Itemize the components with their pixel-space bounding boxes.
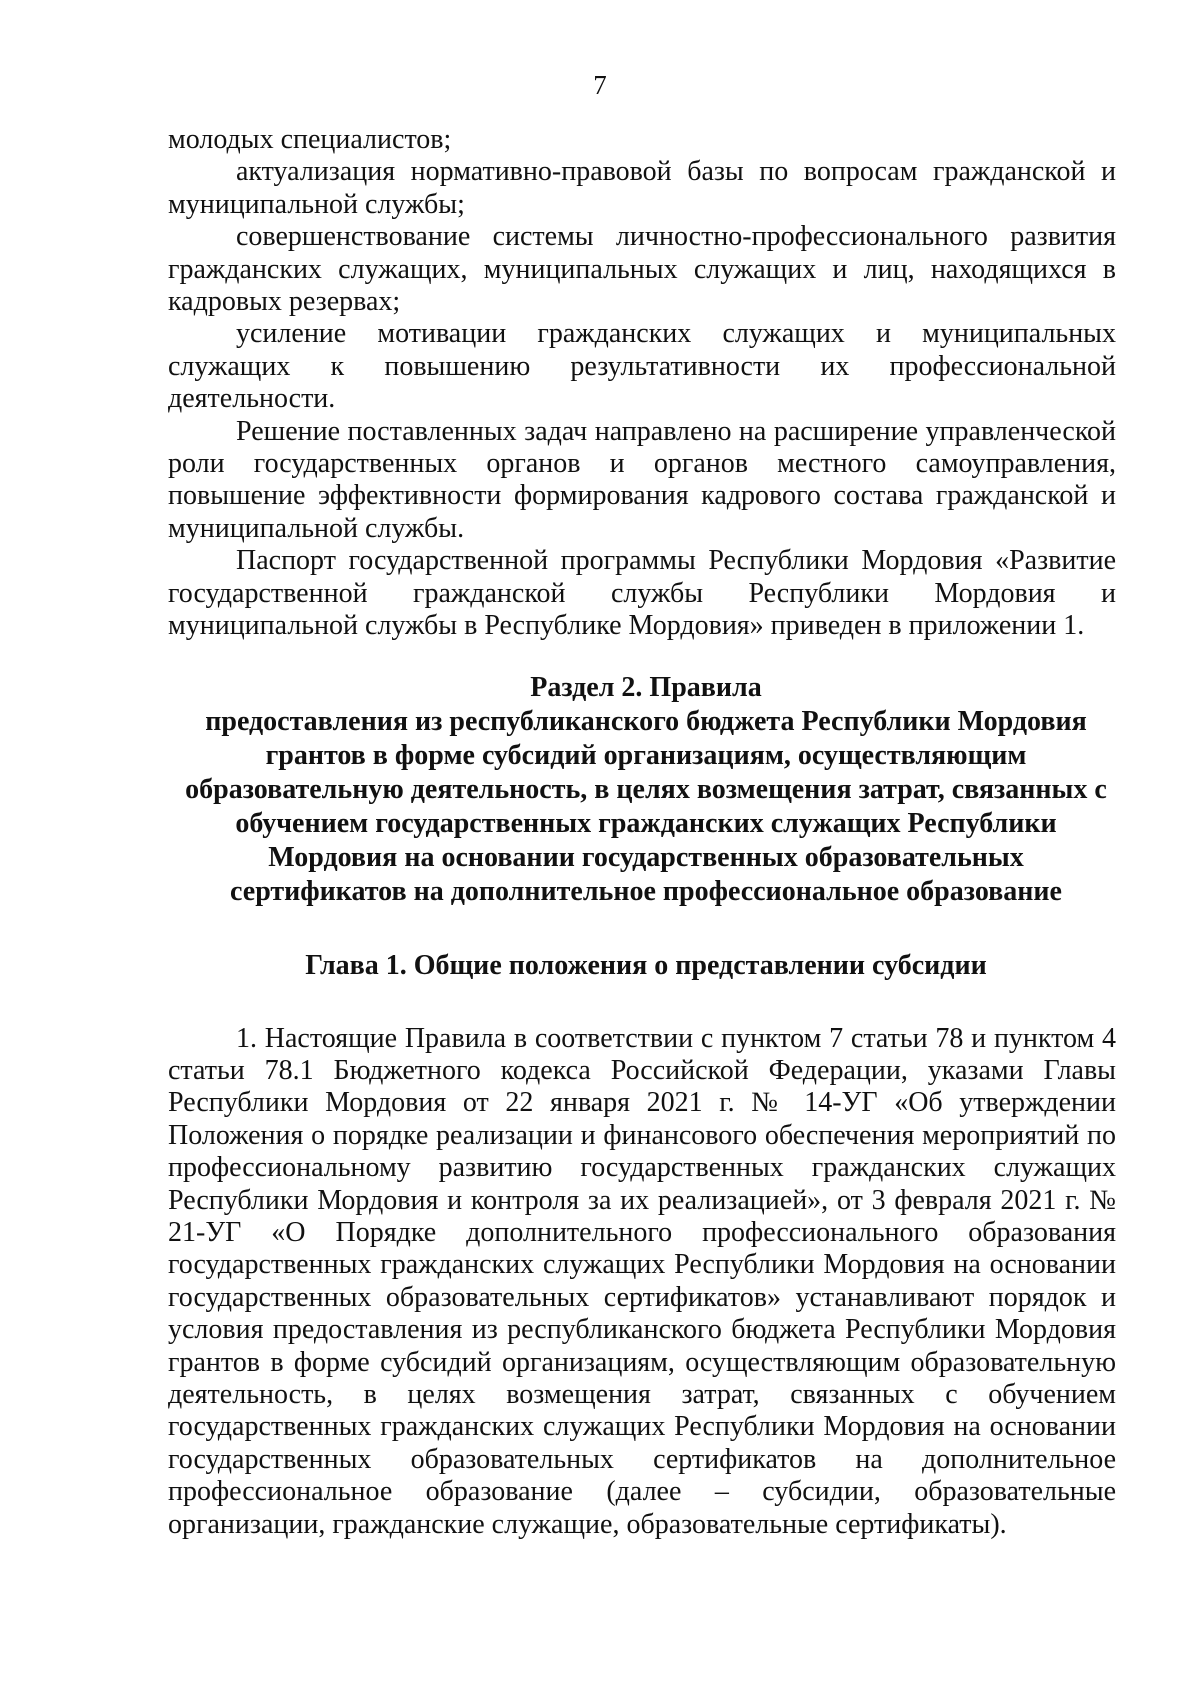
section-heading-line: предоставления из республиканского бюджета Республики Мордовия bbox=[205, 705, 1087, 737]
section-heading-line: образовательную деятельность, в целях возмещения затрат, связанных с bbox=[185, 773, 1107, 805]
section-heading-line: Мордовия на основании государственных образовательных bbox=[268, 841, 1024, 873]
section-heading bbox=[168, 671, 1116, 909]
paragraph-regulatory-update: актуализация нормативно-правовой базы по вопросам гражданской и муниципальной службы; bbox=[168, 156, 1116, 220]
document-body bbox=[168, 124, 1116, 1541]
chapter-heading: Глава 1. Общие положения о представлении субсидии bbox=[305, 949, 987, 981]
section-heading-line: обучением государственных гражданских служащих Республики bbox=[235, 807, 1057, 839]
paragraph-clause-1: 1. Настоящие Правила в соответствии с пунктом 7 статьи 78 и пунктом 4 статьи 78.1 Бюджетного кодекса Российской Федерации, указами Главы Республики Мордовия от 22 января 2021 г. № 14-УГ «Об утверждении Положения о порядке реализации и финансового обеспечения мероприятий по профессиональному развитию государственных гражданских служащих Республики Мордовия и контроля за их реализацией», от 3 февраля 2021 г. № 21-УГ «О Порядке дополнительного профессионального образования государственных гражданских служащих Республики Мордовия на основании государственных образовательных сертификатов» устанавливают порядок и условия предоставления из республиканского бюджета Республики Мордовия грантов в форме субсидий организациям, осуществляющим образовательную деятельность, в целях возмещения затрат, связанных с обучением государственных гражданских служащих Республики Мордовия на основании государственных образовательных сертификатов на дополнительное профессиональное образование (далее – субсидии, образовательные организации, гражданские служащие, образовательные сертификаты). bbox=[168, 1022, 1116, 1540]
section-heading-line: сертификатов на дополнительное профессиональное образование bbox=[230, 875, 1062, 907]
paragraph-development-system: совершенствование системы личностно-профессионального развития гражданских служащих, муниципальных служащих и лиц, находящихся в кадровых резервах; bbox=[168, 221, 1116, 318]
page-number: 7 bbox=[593, 70, 607, 100]
paragraph-solution: Решение поставленных задач направлено на расширение управленческой роли государственных органов и органов местного самоуправления, повышение эффективности формирования кадрового состава гражданской и муниципальной службы. bbox=[168, 415, 1116, 544]
paragraph-continuation: молодых специалистов; bbox=[168, 124, 452, 155]
section-heading-line: грантов в форме субсидий организациям, осуществляющим bbox=[265, 739, 1027, 771]
paragraph-passport: Паспорт государственной программы Республики Мордовия «Развитие государственной гражданской службы Республики Мордовия и муниципальной службы в Республике Мордовия» приведен в приложении 1. bbox=[168, 545, 1116, 642]
section-heading-line: Раздел 2. Правила bbox=[530, 671, 762, 703]
paragraph-motivation: усиление мотивации гражданских служащих и муниципальных служащих к повышению результативности их профессиональной деятельности. bbox=[168, 318, 1116, 415]
